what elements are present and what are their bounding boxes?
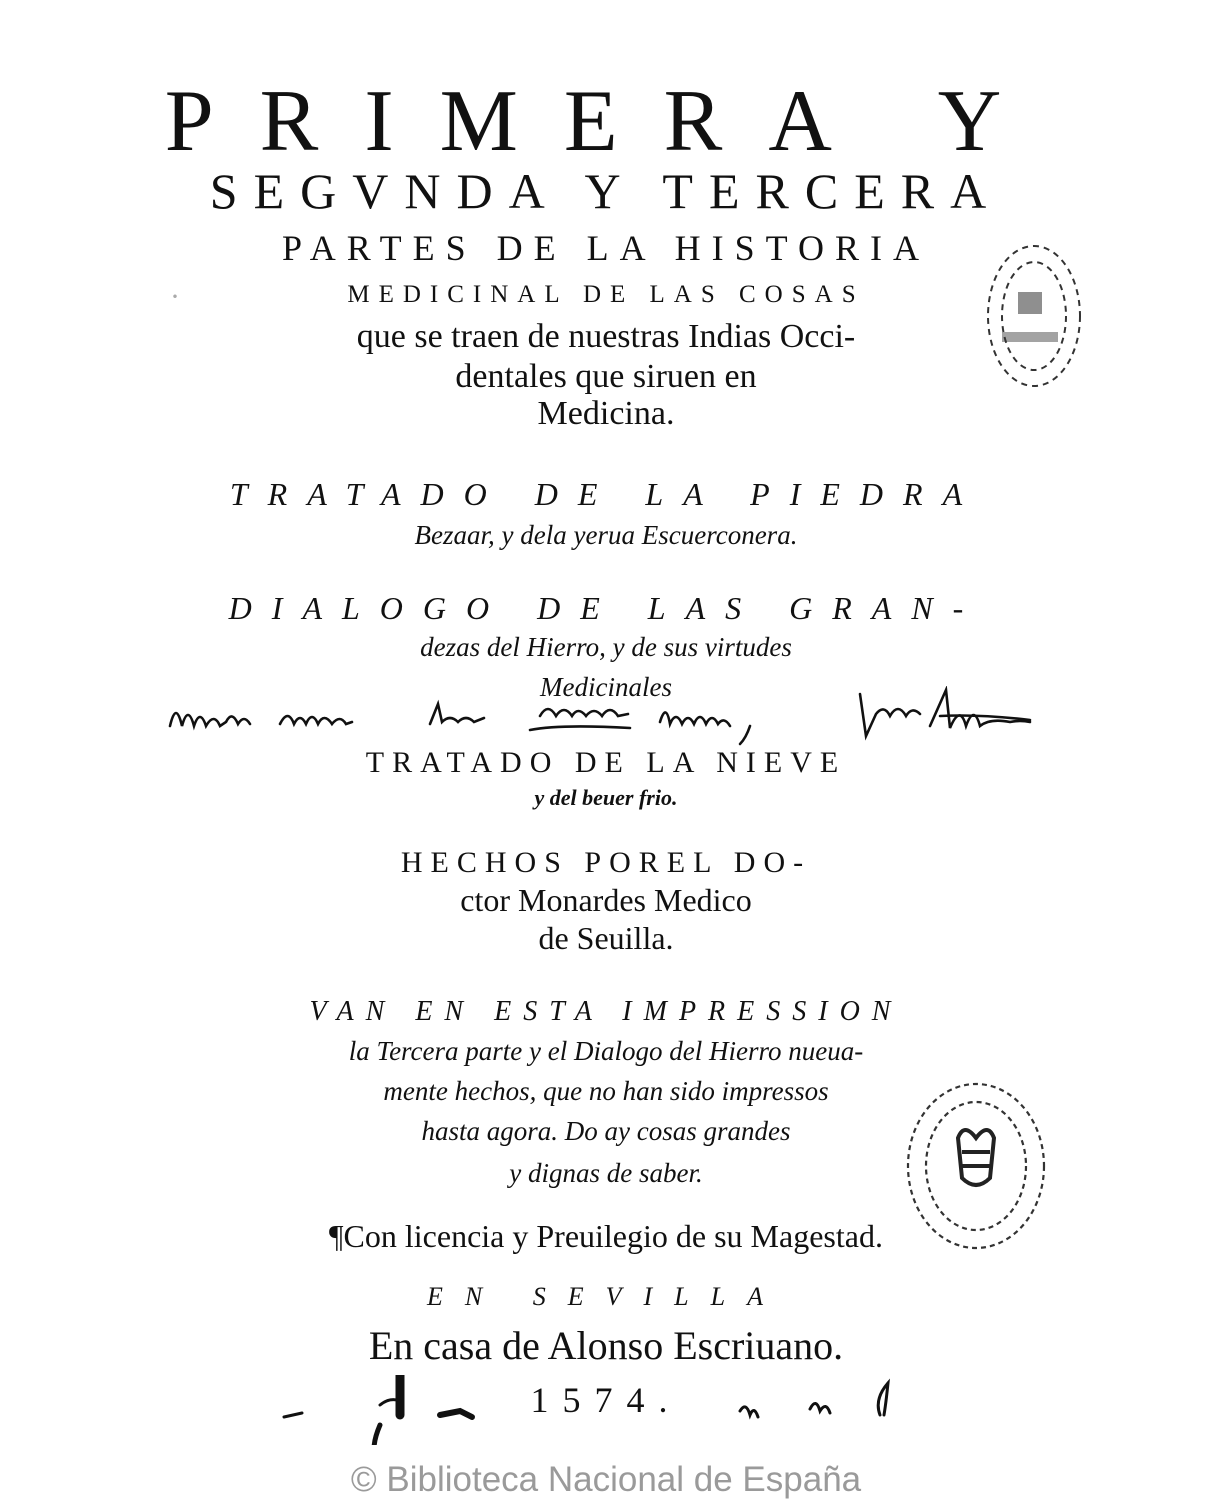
impression-line-2: la Tercera parte y el Dialogo del Hierro nueua- [348, 1036, 864, 1066]
title-line-4: MEDICINAL DE LAS COSAS [347, 281, 865, 308]
dialogo-line-2: dezas del Hierro, y de sus virtudes [420, 632, 792, 662]
ink-marks [270, 1375, 930, 1445]
imprint-year: 1574. [530, 1380, 682, 1420]
piedra-heading: TRATADO DE LA PIEDRA [229, 476, 983, 512]
speck-left: · [170, 280, 180, 313]
imprint-printer: En casa de Alonso Escriuano. [368, 1323, 844, 1368]
impression-heading: VAN EN ESTA IMPRESSION [309, 996, 903, 1027]
dialogo-heading: DIALOGO DE LAS GRAN- [228, 590, 984, 626]
dialogo-line-3: Medicinales [540, 672, 672, 702]
library-stamp-top [978, 236, 1088, 416]
imprint-city: EN SEVILLA [427, 1282, 785, 1311]
nieve-heading: TRATADO DE LA NIEVE [365, 746, 847, 779]
library-stamp-bottom [902, 1078, 1052, 1254]
title-line-6: dentales que siruen en [455, 358, 757, 395]
impression-line-3: mente hechos, que no han sido impressos [383, 1076, 829, 1106]
pilcrow-mark: ¶ [329, 1218, 344, 1254]
piedra-subtitle: Bezaar, y dela yerua Escuerconera. [414, 520, 798, 550]
nieve-subtitle: y del beuer frio. [534, 785, 678, 810]
watermark: © Biblioteca Nacional de España [350, 1460, 862, 1499]
impression-line-4: hasta agora. Do ay cosas grandes [421, 1116, 791, 1146]
title-line-3: PARTES DE LA HISTORIA [282, 228, 930, 268]
author-line-1: HECHOS POREL DO- [400, 846, 812, 879]
handwritten-annotation [160, 686, 1040, 746]
title-line-7: Medicina. [537, 395, 675, 432]
title-line-5: que se traen de nuestras Indias Occi- [356, 318, 856, 355]
author-line-2: ctor Monardes Medico [460, 882, 752, 918]
impression-line-5: y dignas de saber. [509, 1158, 703, 1188]
license-text: Con licencia y Preuilegio de su Magestad. [343, 1218, 883, 1254]
title-line-2: SEGVNDA Y TERCERA [209, 163, 1003, 219]
title-line-1: PRIMERA Y [164, 73, 1048, 170]
author-line-3: de Seuilla. [538, 920, 674, 956]
